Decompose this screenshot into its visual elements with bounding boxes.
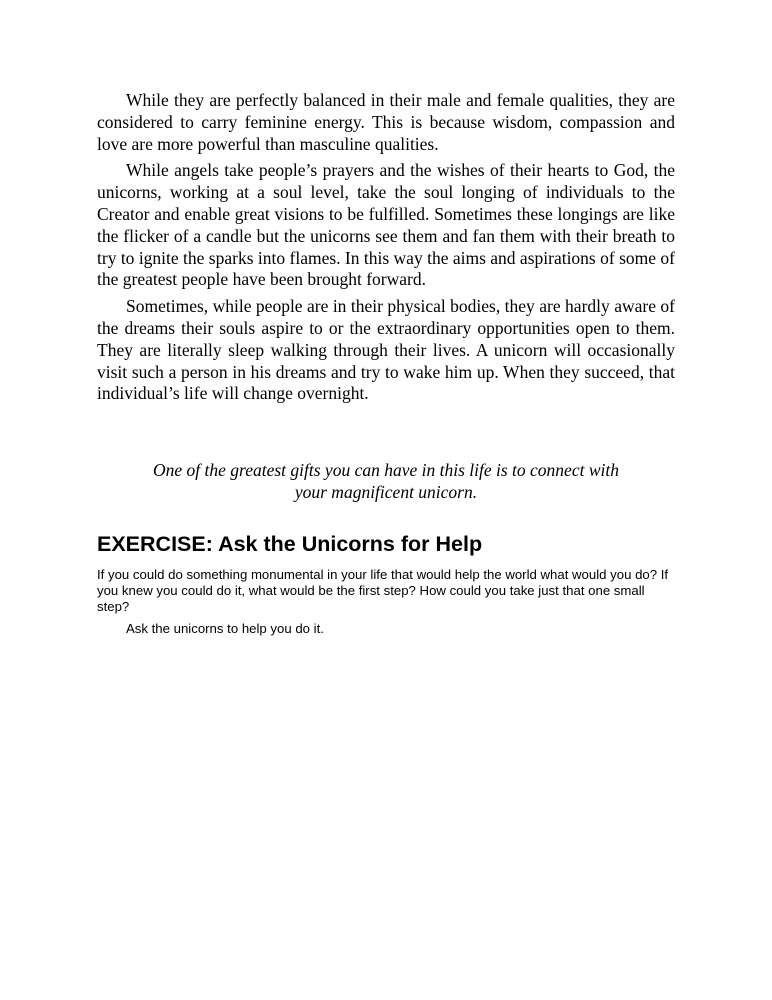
paragraph-sleep-walking: Sometimes, while people are in their physical bodies, they are hardly aware of the dreams their souls aspire to or the extraordinary opportunities open to them. They are literally sleep walking through their lives. A unicorn will occasionally visit such a person in his dreams and try to wake him up. When they succeed, that individual’s life will change overnight. xyxy=(97,296,675,404)
paragraph-balanced-qualities: While they are perfectly balanced in their male and female qualities, they are considered to carry feminine energy. This is because wisdom, compassion and love are more powerful than masculine qualities. xyxy=(97,90,675,154)
quote-line-1: One of the greatest gifts you can have in this life is to connect with xyxy=(153,460,619,480)
exercise-text xyxy=(97,567,675,643)
body-text xyxy=(97,90,675,410)
pull-quote xyxy=(97,459,675,503)
exercise-paragraph-1: If you could do something monumental in your life that would help the world what would you do? If you knew you could do it, what would be the first step? How could you take just that one small step? xyxy=(97,567,669,614)
quote-line-2: your magnificent unicorn. xyxy=(294,482,478,502)
exercise-heading: EXERCISE: Ask the Unicorns for Help xyxy=(97,532,483,556)
exercise-paragraph-2: Ask the unicorns to help you do it. xyxy=(126,621,324,636)
paragraph-angels-and-unicorns: While angels take people’s prayers and the wishes of their hearts to God, the unicorns, working at a soul level, take the soul longing of individuals to the Creator and enable great visions to be fulfilled. Sometimes these longings are like the flicker of a candle but the unicorns see them and fan them with their breath to try to ignite the sparks into flames. In this way the aims and aspirations of some of the greatest people have been brought forward. xyxy=(97,160,675,290)
